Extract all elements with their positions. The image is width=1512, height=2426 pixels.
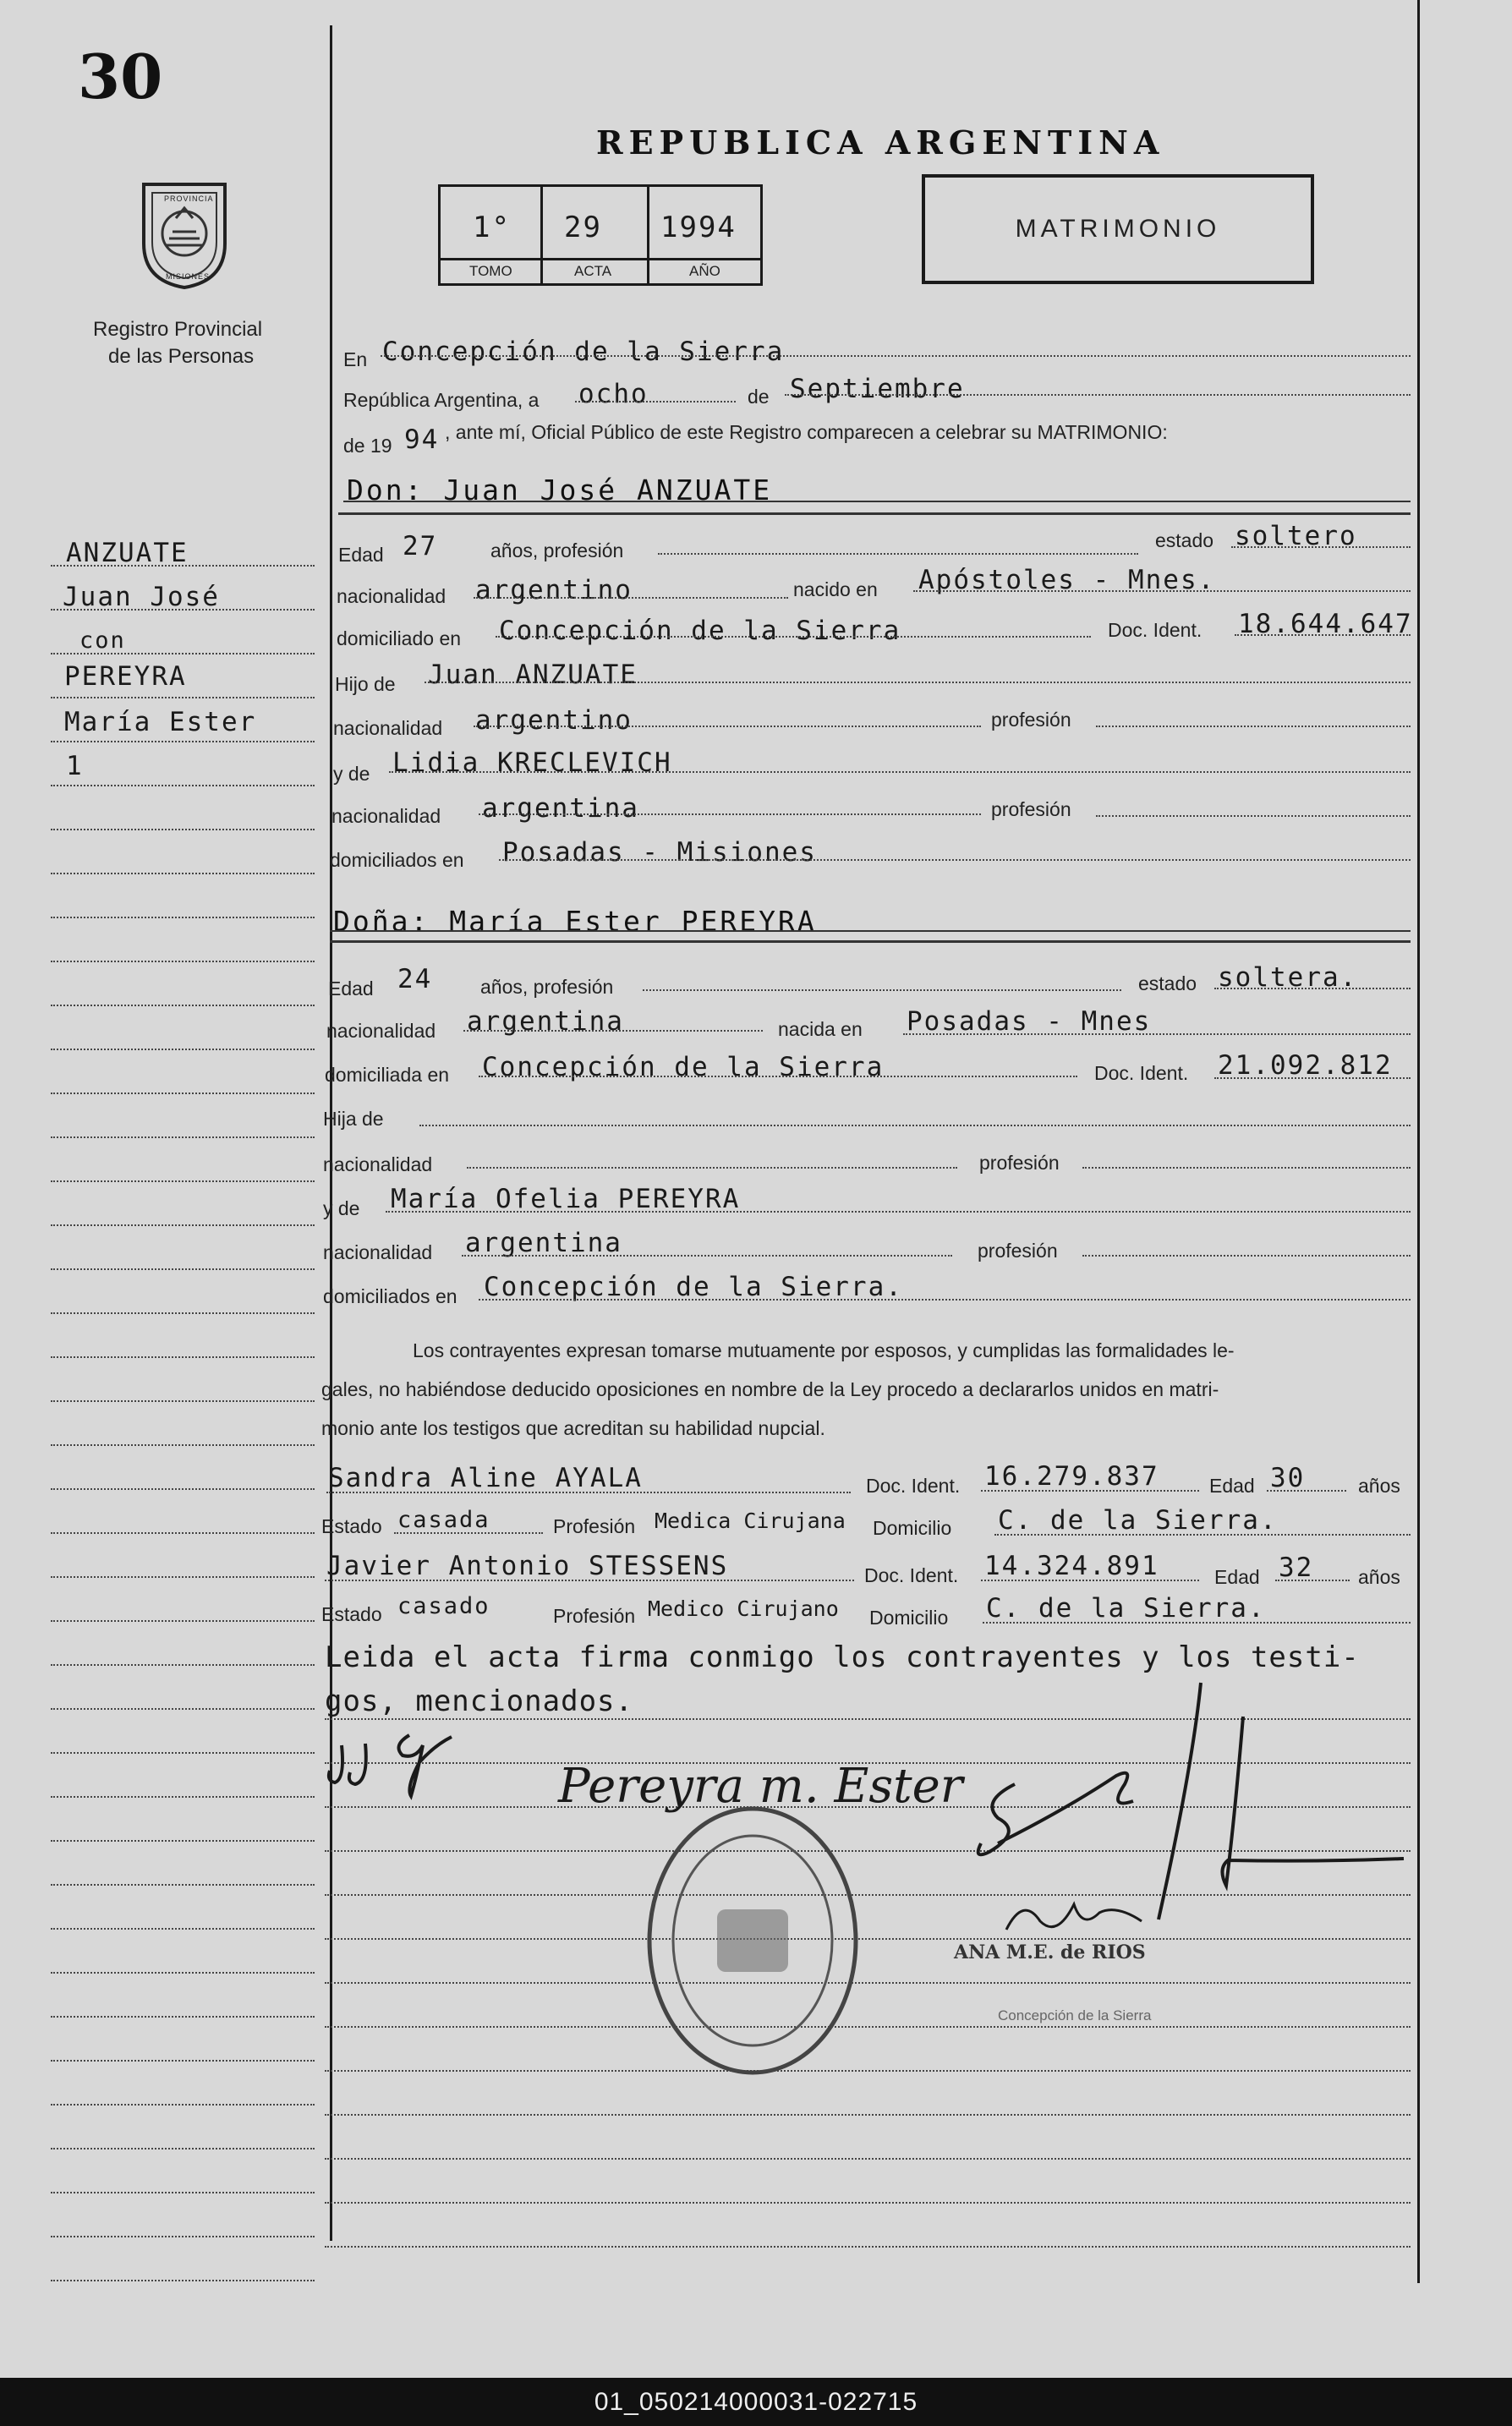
record-ano-label: AÑO [689,263,720,279]
rule [462,1255,952,1257]
witness-2-doc-label: Doc. Ident. [864,1564,959,1586]
bride-parents-dom: Concepción de la Sierra. [484,1272,903,1302]
margin-rule [51,1840,315,1842]
margin-rule [51,917,315,918]
margin-rule [51,2236,315,2237]
record-acta: 29 [564,211,602,244]
intro-year-suffix: 94 [404,424,440,455]
margin-rule [51,1884,315,1886]
closing-line-2: gos, mencionados. [325,1684,633,1718]
margin-note-4: PEREYRA [64,661,187,692]
groom-nacido-label: nacido en [793,578,878,600]
margin-rule [51,1224,315,1226]
record-acta-label: ACTA [574,263,612,279]
bride-father-prof-label: profesión [979,1152,1060,1174]
signature-groom [325,1711,494,1804]
margin-note-3: con [79,627,126,654]
province-seal [134,178,235,292]
rule [474,597,788,599]
doc-type: MATRIMONIO [1015,215,1221,243]
witness-1-estado: casada [397,1507,490,1533]
bride-mother-prof-label: profesión [978,1240,1058,1262]
declaration-line-1: Los contrayentes expresan tomarse mutuamente por esposos, y cumplidas las formalidades le- [413,1339,1235,1361]
bride-mother-nac: argentina [465,1228,622,1258]
rule [1235,634,1411,636]
rule [463,1030,763,1032]
bride-birthplace: Posadas - Mnes [907,1006,1152,1037]
groom-doc: 18.644.647 [1238,609,1413,639]
rule [496,636,1091,638]
bride-profesion-label: años, profesión [480,976,614,998]
margin-rule [51,1664,315,1666]
body-rule [325,1938,1411,1940]
groom-estado-label: estado [1155,529,1214,551]
groom-yde-label: y de [333,763,370,785]
declaration-line-2: gales, no habiéndose deducido oposiciones en nombre de la Ley procedo a declararlos unidos en matri- [321,1378,1219,1400]
bride-dom-label: domiciliada en [325,1064,450,1086]
margin-rule [51,1268,315,1270]
groom-profesion-label: años, profesión [490,539,624,561]
rule [1231,546,1411,548]
margin-rule [51,1708,315,1710]
rule [1214,1077,1411,1079]
witness-1-profesion: Medica Cirujana [655,1509,846,1533]
rule [983,1622,1411,1624]
rule [994,1534,1411,1536]
margin-rule [51,1752,315,1754]
rule [643,989,1121,991]
intro-month: Septiembre [790,374,965,404]
witness-1-prof-label: Profesión [553,1515,636,1537]
witness-2-name: Javier Antonio STESSENS [326,1551,729,1581]
margin-rule [51,2148,315,2149]
body-rule [325,1982,1411,1984]
margin-rule [51,2060,315,2062]
groom-nacionalidad: argentino [475,575,633,605]
witness-2-profesion: Medico Cirujano [648,1596,839,1621]
registry-line-2: de las Personas [108,345,255,368]
rule [338,512,1411,515]
rule [658,553,1138,555]
witness-2-estado: casado [397,1593,490,1619]
rule [499,859,1411,861]
rule [479,1076,1077,1077]
margin-rule [51,1136,315,1138]
bride-nacionalidad: argentina [467,1006,624,1037]
official-stamp: ANA M.E. de RIOS [954,1941,1146,1963]
intro-place: Concepción de la Sierra [382,337,785,367]
intro-year-prefix: de 19 [343,435,392,457]
margin-rule [51,1532,315,1534]
record-tomo: 1° [473,211,511,244]
rule [1267,1490,1346,1492]
registry-line-1: Registro Provincial [93,318,263,341]
body-rule [325,2026,1411,2028]
rule [343,501,1411,502]
margin-rule [51,785,315,786]
groom-mother-prof-label: profesión [991,798,1071,820]
rule [1096,815,1411,817]
bride-edad-label: Edad [328,978,374,999]
witness-2-prof-label: Profesión [553,1605,636,1627]
margin-rule [51,1488,315,1490]
witness-2-estado-label: Estado [321,1603,382,1625]
margin-rule [51,1356,315,1358]
bride-parents-dom-label: domiciliados en [323,1285,457,1307]
margin-rule [51,829,315,830]
groom-dom-label: domiciliado en [337,627,462,649]
signature-witness-1 [964,1750,1167,1877]
intro-en-label: En [343,348,368,370]
groom-father-nac-label: nacionalidad [333,717,443,739]
witness-1-name: Sandra Aline AYALA [328,1463,643,1493]
groom-mother-nac-label: nacionalidad [331,805,441,827]
margin-rule [51,741,315,742]
intro-de-label: de [748,386,770,408]
body-rule [325,2158,1411,2160]
rule [419,1125,1411,1126]
bride-mother-nac-label: nacionalidad [323,1241,433,1263]
page-number: 30 [78,41,163,112]
margin-rule [51,1576,315,1578]
margin-rule [51,565,315,567]
rule [386,1211,1411,1213]
rule [479,1299,1411,1301]
margin-note-2: Juan José [63,582,220,612]
seal-text-bottom: MISIONES [166,272,211,281]
rule [575,401,736,403]
groom-name: Don: Juan José ANZUATE [347,474,773,507]
right-edge-divider [1417,0,1420,2283]
declaration-line-3: monio ante los testigos que acreditan su habilidad nupcial. [321,1417,825,1439]
bride-nac-label: nacionalidad [326,1020,436,1042]
body-rule [325,2246,1411,2248]
groom-nac-label: nacionalidad [337,585,446,607]
witness-2-anos-label: años [1358,1566,1400,1588]
groom-father-nac: argentino [475,705,633,736]
witness-1-doc: 16.279.837 [984,1461,1159,1492]
margin-rule [51,1005,315,1006]
bride-domicilio: Concepción de la Sierra [482,1052,885,1082]
witness-1-doc-label: Doc. Ident. [866,1475,961,1497]
margin-rule [51,1928,315,1930]
left-margin-divider [330,25,332,2241]
rule [785,394,1411,396]
country-title: REPUBLICA ARGENTINA [596,123,1165,162]
doc-type-box [922,174,1314,284]
seal-text-top: PROVINCIA [164,194,214,203]
margin-note-1: ANZUATE [66,538,189,568]
witness-1-anos-label: años [1358,1475,1400,1497]
rule [1275,1580,1350,1581]
signature-witness-2 [1150,1666,1412,1936]
margin-rule [51,1400,315,1402]
bride-estado-label: estado [1138,972,1197,994]
bride-nacida-label: nacida en [778,1018,863,1040]
margin-rule [51,1620,315,1622]
witness-1-age: 30 [1270,1463,1306,1493]
groom-birthplace: Apóstoles - Mnes. [918,565,1216,595]
record-tomo-label: TOMO [469,263,512,279]
groom-father-prof-label: profesión [991,709,1071,731]
witness-1-estado-label: Estado [321,1515,382,1537]
witness-1-domicilio: C. de la Sierra. [998,1505,1278,1536]
margin-rule [51,2104,315,2106]
margin-rule [51,1312,315,1314]
official-stamp-sub: Concepción de la Sierra [998,2007,1152,2023]
rule [325,1580,854,1581]
groom-parents-dom: Posadas - Misiones [502,837,817,868]
bride-estado: soltera. [1218,962,1358,993]
bride-age: 24 [397,964,433,994]
rule [425,682,1411,683]
record-box [438,184,763,286]
bride-name: Doña: María Ester PEREYRA [333,905,817,938]
margin-rule [51,2280,315,2281]
margin-rule [51,2192,315,2193]
intro-republica-label: República Argentina, a [343,389,540,411]
witness-1-dom-label: Domicilio [873,1517,952,1539]
intro-text: , ante mí, Oficial Público de este Registro comparecen a celebrar su MATRIMONIO: [445,421,1168,443]
witness-2-doc: 14.324.891 [984,1551,1159,1581]
rule [1082,1167,1411,1169]
witness-2-edad-label: Edad [1214,1566,1260,1588]
groom-parents-dom-label: domiciliados en [330,849,464,871]
margin-rule [51,1049,315,1050]
rule [326,1492,851,1493]
margin-note-6: 1 [66,751,84,781]
rule [474,726,981,727]
rule [903,1033,1411,1035]
rule [394,1532,543,1534]
margin-rule [51,961,315,962]
bride-doc-label: Doc. Ident. [1094,1062,1189,1084]
signature-bride: Pereyra m. Ester [558,1759,963,1814]
rule [330,930,1411,932]
groom-hijo-label: Hijo de [335,673,396,695]
bride-father-nac-label: nacionalidad [323,1153,433,1175]
margin-rule [51,653,315,654]
witness-2-age: 32 [1279,1553,1314,1583]
groom-edad-label: Edad [338,544,384,566]
rule [1082,1255,1411,1257]
body-rule [325,2114,1411,2116]
rule [381,355,1411,357]
margin-rule [51,1796,315,1798]
intro-day: ocho [578,379,649,409]
signature-official [998,1887,1150,1947]
rule [913,590,1411,592]
groom-domicilio: Concepción de la Sierra [499,616,901,646]
groom-mother: Lidia KRECLEVICH [392,748,672,778]
witness-2-dom-label: Domicilio [869,1607,949,1629]
rule [479,813,981,815]
record-ano: 1994 [660,211,737,244]
body-rule [325,2070,1411,2072]
bride-doc: 21.092.812 [1218,1050,1393,1081]
witness-1-edad-label: Edad [1209,1475,1255,1497]
groom-mother-nac: argentina [482,793,639,824]
rule [467,1167,957,1169]
margin-rule [51,697,315,698]
groom-doc-label: Doc. Ident. [1108,619,1202,641]
rule [1214,988,1411,989]
margin-rule [51,1444,315,1446]
margin-rule [51,1093,315,1094]
margin-note-5: María Ester [64,707,257,737]
margin-rule [51,609,315,611]
rule [981,1580,1199,1581]
groom-estado: soltero [1235,521,1357,551]
margin-rule [51,873,315,874]
margin-rule [51,2016,315,2018]
rule [1096,726,1411,727]
rule [330,940,1411,943]
bride-yde-label: y de [323,1197,360,1219]
witness-2-domicilio: C. de la Sierra. [986,1593,1266,1624]
image-footer-id: 01_050214000031-022715 [0,2378,1512,2426]
rule [981,1490,1199,1492]
bride-hija-label: Hija de [323,1108,384,1130]
bride-mother: María Ofelia PEREYRA [391,1184,741,1214]
margin-rule [51,1972,315,1974]
body-rule [325,2202,1411,2204]
groom-age: 27 [403,531,438,561]
margin-rule [51,1180,315,1182]
groom-father: Juan ANZUATE [428,660,638,690]
rule [389,771,1411,773]
closing-line-1: Leida el acta firma conmigo los contrayentes y los testi- [325,1640,1360,1674]
office-stamp [643,1801,863,2080]
